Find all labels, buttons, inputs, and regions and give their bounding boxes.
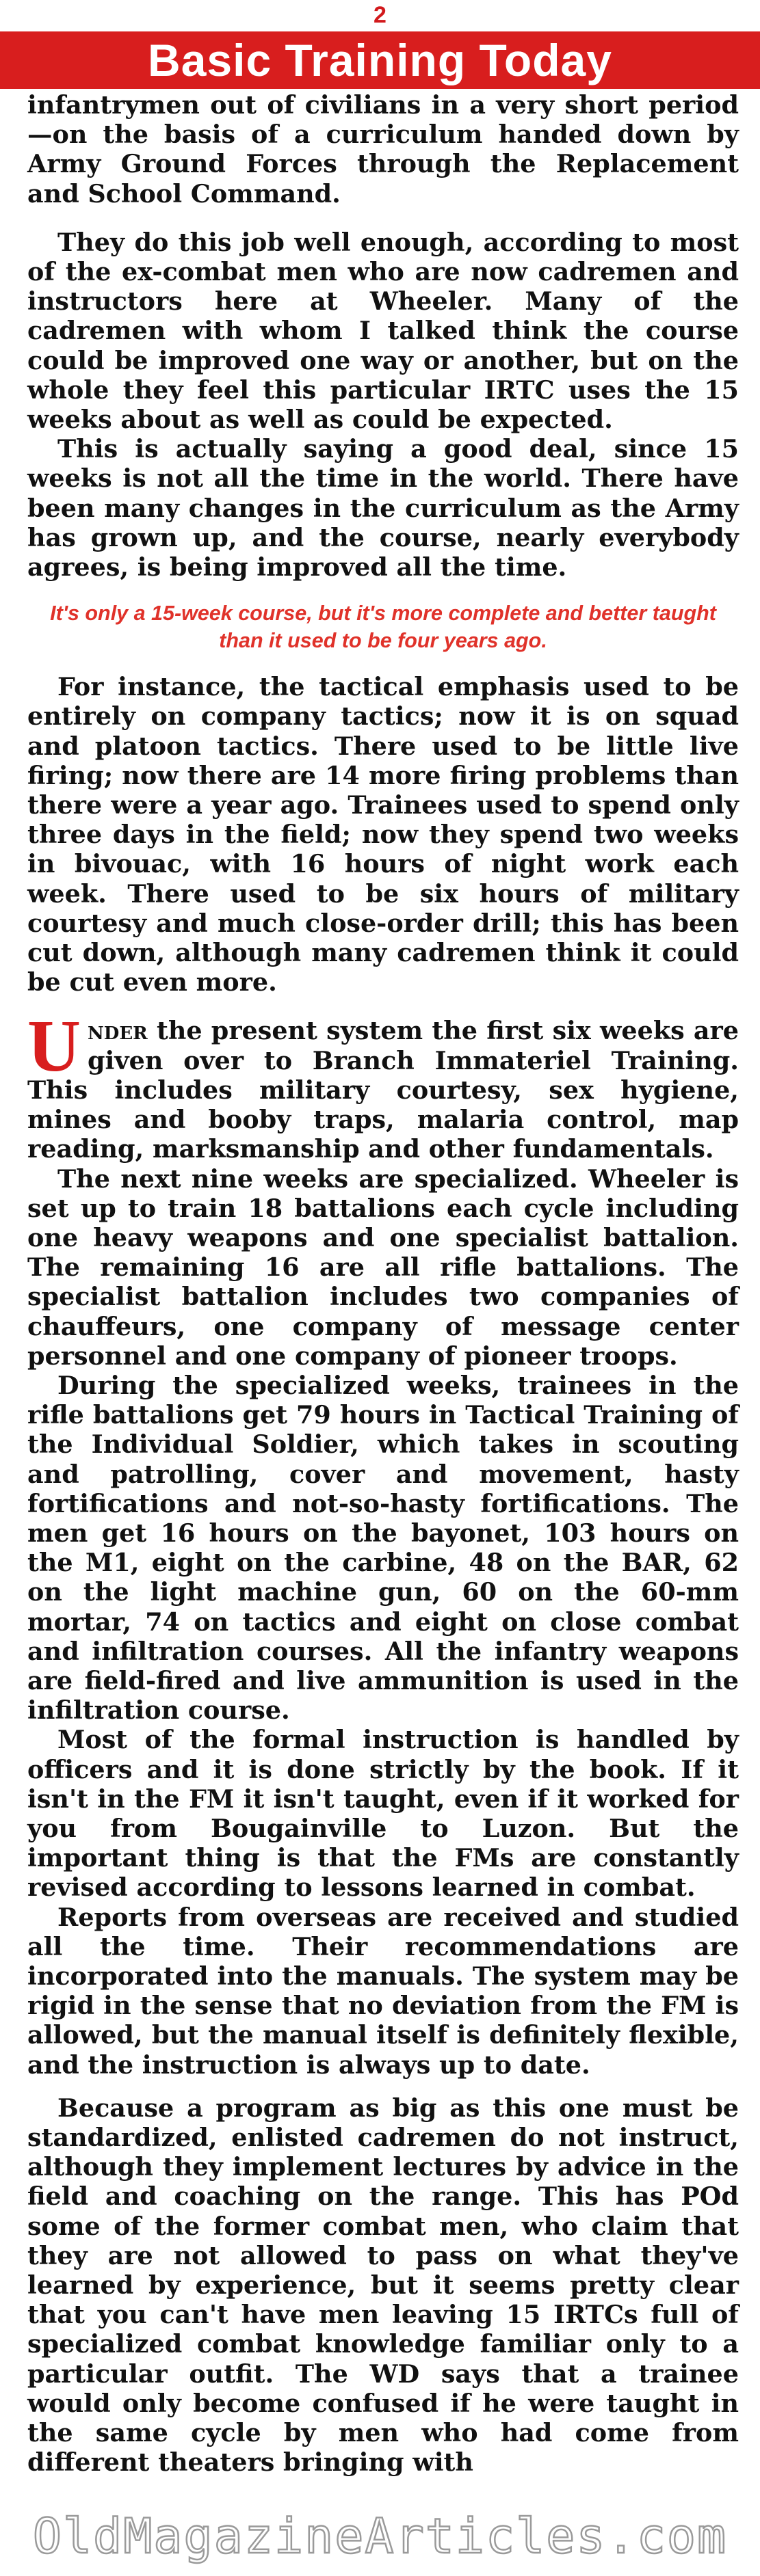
paragraph: infantrymen out of civilians in a very short period —on the basis of a curriculum handed down by Army Ground Forces through the Replacement and School Command.: [27, 90, 739, 209]
page-number: 2: [374, 2, 386, 28]
drop-cap: U: [27, 1006, 81, 1088]
article-title: Basic Training Today: [148, 35, 612, 85]
paragraph-with-dropcap: [27, 1006, 739, 1164]
paragraph: The next nine weeks are specialized. Wheeler is set up to train 18 battalions each cycle including one heavy weapons and one specialist battalion. The remaining 16 are all rifle battalions. The specialist battalion includes two companies of chauffeurs, one company of message center personnel and one company of pioneer troops.: [27, 1164, 739, 1371]
small-caps-lead: nder: [88, 1016, 148, 1046]
article-title-banner: [0, 31, 760, 89]
paragraph: This is actually saying a good deal, since 15 weeks is not all the time in the world. There have been many changes in the curriculum as the Army has grown up, and the course, nearly everybody agrees, is being improved all the time.: [27, 434, 739, 582]
paragraph: Most of the formal instruction is handled by officers and it is done strictly by the book. If it isn't in the FM it isn't taught, even if it worked for you from Bougainville to Luzon. But the important thing is that the FMs are constantly revised according to lessons learned in combat.: [27, 1725, 739, 1903]
paragraph: During the specialized weeks, trainees in the rifle battalions get 79 hours in Tactical Training of the Individual Soldier, which takes in scouting and patrolling, cover and movement, hasty fortifications and not-so-hasty fortifications. The men get 16 hours on the bayonet, 103 hours on the M1, eight on the carbine, 48 on the BAR, 62 on the light machine gun, 60 on the 60-mm mortar, 74 on tactics and eight on close combat and infiltration courses. All the infantry weapons are field-fired and live ammunition is used in the infiltration course.: [27, 1370, 739, 1726]
paragraph: For instance, the tactical emphasis used to be entirely on company tactics; now it is on squad and platoon tactics. There used to be little live firing; now there are 14 more firing problems than there were a year ago. Trainees used to spend only three days in the field; now they spend two weeks in bivouac, with 16 hours of night work each week. There used to be six hours of military courtesy and much close-order drill; this has been cut down, although many cadremen think it could be cut even more.: [27, 672, 739, 997]
site-watermark: OldMagazineArticles.com: [32, 2508, 728, 2564]
paragraph: They do this job well enough, according to most of the ex-combat men who are now cadremen and instructors here at Wheeler. Many of the cadremen with whom I talked think the course could be improved one way or another, but on the whole they feel this particular IRTC uses the 15 weeks about as well as could be expected.: [27, 227, 739, 435]
article-body: [27, 90, 739, 2477]
paragraph: Because a program as big as this one must be standardized, enlisted cadremen do not instruct, although they implement lectures by advice in the field and coaching on the range. This has POd some of the former combat men, who claim that they are not allowed to pass on what they've learned by experience, but it seems pretty clear that you can't have men leaving 15 IRTCs full of specialized combat knowledge familiar only to a particular outfit. The WD says that a trainee would only become confused if he were taught in the same cycle by men who had come from different theaters bringing with: [27, 2093, 739, 2478]
pull-quote: It's only a 15-week course, but it's more complete and better taught than it used to be four years ago.: [50, 602, 716, 653]
paragraph-text: the present system the first six weeks are given over to Branch Immateriel Training. This includes military courtesy, sex hygiene, mines and booby traps, malaria control, map reading, marksmanship and other fundamentals.: [27, 1016, 739, 1164]
paragraph: Reports from overseas are received and studied all the time. Their recommendations are incorporated into the manuals. The system may be rigid in the sense that no deviation from the FM is allowed, but the manual itself is definitely flexible, and the instruction is always up to date.: [27, 1902, 739, 2080]
